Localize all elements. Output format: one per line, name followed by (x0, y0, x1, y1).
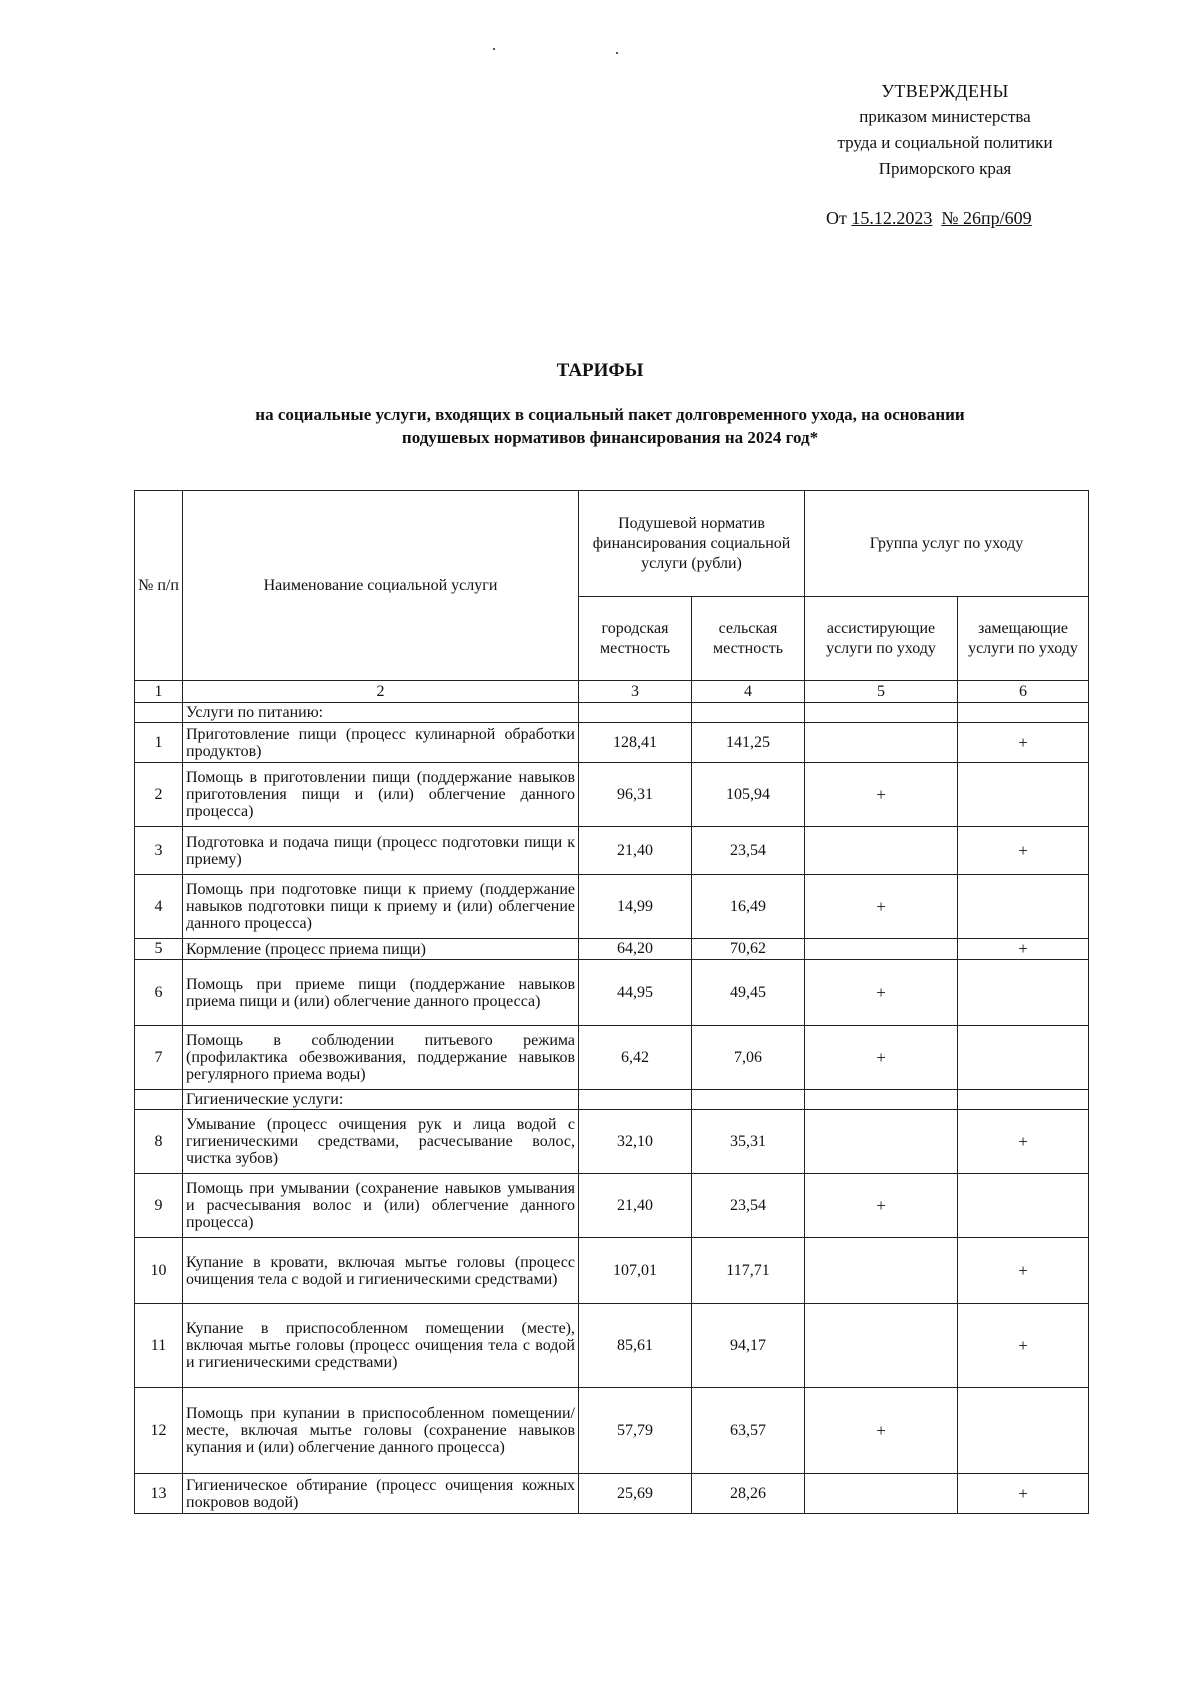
column-index: 1 (135, 681, 183, 703)
rural-norm: 23,54 (692, 827, 805, 875)
service-name: Гигиеническое обтирание (процесс очищения кожных покровов водой) (183, 1474, 579, 1514)
header-funding-norm: Подушевой норматив финансирования социальной услуги (рубли) (579, 491, 805, 597)
assisting-mark: + (805, 1388, 958, 1474)
urban-norm: 57,79 (579, 1388, 692, 1474)
service-name: Купание в приспособленном помещении (месте), включая мытье головы (процесс очищения тела с водой и гигиеническими средствами) (183, 1304, 579, 1388)
table-row (135, 1474, 1089, 1514)
column-index: 2 (183, 681, 579, 703)
section-row (135, 703, 1089, 723)
row-number: 7 (135, 1026, 183, 1090)
rural-norm: 63,57 (692, 1388, 805, 1474)
column-index: 4 (692, 681, 805, 703)
assisting-mark (805, 939, 958, 960)
row-number: 9 (135, 1174, 183, 1238)
replacing-mark: + (958, 1238, 1089, 1304)
assisting-mark: + (805, 875, 958, 939)
section-empty-cell (579, 1090, 692, 1110)
rural-norm: 94,17 (692, 1304, 805, 1388)
replacing-mark: + (958, 1110, 1089, 1174)
urban-norm: 21,40 (579, 1174, 692, 1238)
column-index: 6 (958, 681, 1089, 703)
section-empty-cell (958, 703, 1089, 723)
replacing-mark: + (958, 723, 1089, 763)
row-number: 13 (135, 1474, 183, 1514)
document-subtitle (160, 403, 1060, 449)
section-empty-cell (135, 1090, 183, 1110)
section-row (135, 1090, 1089, 1110)
replacing-mark: + (958, 939, 1089, 960)
subtitle-line: подушевых нормативов финансирования на 2024 год* (401, 428, 819, 447)
rural-norm: 7,06 (692, 1026, 805, 1090)
tariffs-table (134, 490, 1089, 1514)
replacing-mark (958, 875, 1089, 939)
urban-norm: 107,01 (579, 1238, 692, 1304)
table-row (135, 827, 1089, 875)
replacing-mark: + (958, 827, 1089, 875)
row-number: 8 (135, 1110, 183, 1174)
row-number: 6 (135, 960, 183, 1026)
replacing-mark (958, 763, 1089, 827)
rural-norm: 23,54 (692, 1174, 805, 1238)
approval-line: приказом министерства (859, 107, 1031, 126)
rural-norm: 16,49 (692, 875, 805, 939)
urban-norm: 85,61 (579, 1304, 692, 1388)
subtitle-line: на социальные услуги, входящих в социальный пакет долговременного ухода, на основании (255, 405, 965, 424)
replacing-mark (958, 1388, 1089, 1474)
assisting-mark: + (805, 1174, 958, 1238)
approval-block (780, 78, 1110, 182)
replacing-mark (958, 960, 1089, 1026)
order-reference (826, 208, 1032, 229)
replacing-mark: + (958, 1474, 1089, 1514)
table-row (135, 960, 1089, 1026)
service-name: Помощь в соблюдении питьевого режима (профилактика обезвоживания, поддержание навыков регулярного приема воды) (183, 1026, 579, 1090)
header-rural: сельская местность (692, 597, 805, 681)
section-empty-cell (692, 703, 805, 723)
header-urban: городская местность (579, 597, 692, 681)
service-name: Помощь при подготовке пищи к приему (поддержание навыков подготовки пищи к приему и (или) облегчение данного процесса) (183, 875, 579, 939)
assisting-mark (805, 1304, 958, 1388)
rural-norm: 35,31 (692, 1110, 805, 1174)
urban-norm: 21,40 (579, 827, 692, 875)
rural-norm: 141,25 (692, 723, 805, 763)
service-name: Помощь при приеме пищи (поддержание навыков приема пищи и (или) облегчение данного процесса) (183, 960, 579, 1026)
table-row (135, 1174, 1089, 1238)
row-number: 3 (135, 827, 183, 875)
row-number: 12 (135, 1388, 183, 1474)
service-name: Умывание (процесс очищения рук и лица водой с гигиеническими средствами, расчесывание волос, чистка зубов) (183, 1110, 579, 1174)
section-empty-cell (692, 1090, 805, 1110)
approval-line: Приморского края (878, 159, 1012, 178)
service-name: Приготовление пищи (процесс кулинарной обработки продуктов) (183, 723, 579, 763)
replacing-mark (958, 1174, 1089, 1238)
header-number: № п/п (135, 491, 183, 681)
header-care-group: Группа услуг по уходу (805, 491, 1089, 597)
section-empty-cell (579, 703, 692, 723)
replacing-mark (958, 1026, 1089, 1090)
scan-speck (616, 52, 618, 54)
assisting-mark (805, 827, 958, 875)
urban-norm: 14,99 (579, 875, 692, 939)
row-number: 11 (135, 1304, 183, 1388)
table-row (135, 1110, 1089, 1174)
table-row (135, 875, 1089, 939)
table-row (135, 723, 1089, 763)
section-empty-cell (135, 703, 183, 723)
urban-norm: 96,31 (579, 763, 692, 827)
rural-norm: 105,94 (692, 763, 805, 827)
order-prefix: От (826, 208, 847, 228)
service-name: Кормление (процесс приема пищи) (183, 939, 579, 960)
urban-norm: 128,41 (579, 723, 692, 763)
approval-line: труда и социальной политики (837, 133, 1053, 152)
section-empty-cell (958, 1090, 1089, 1110)
order-number: № 26пр/609 (941, 208, 1032, 228)
row-number: 10 (135, 1238, 183, 1304)
table-row (135, 1238, 1089, 1304)
rural-norm: 49,45 (692, 960, 805, 1026)
replacing-mark: + (958, 1304, 1089, 1388)
service-name: Помощь при купании в приспособленном помещении/месте, включая мытье головы (сохранение навыков купания и (или) облегчение данного процесса) (183, 1388, 579, 1474)
table-row (135, 763, 1089, 827)
table-row (135, 1026, 1089, 1090)
assisting-mark (805, 1110, 958, 1174)
order-date: 15.12.2023 (851, 208, 933, 228)
column-index: 5 (805, 681, 958, 703)
scan-speck (493, 48, 495, 50)
rural-norm: 28,26 (692, 1474, 805, 1514)
row-number: 1 (135, 723, 183, 763)
urban-norm: 44,95 (579, 960, 692, 1026)
section-empty-cell (805, 1090, 958, 1110)
service-name: Купание в кровати, включая мытье головы (процесс очищения тела с водой и гигиеническими средствами) (183, 1238, 579, 1304)
header-replacing: замещающие услуги по уходу (958, 597, 1089, 681)
assisting-mark (805, 723, 958, 763)
header-service-name: Наименование социальной услуги (183, 491, 579, 681)
column-index: 3 (579, 681, 692, 703)
service-name: Помощь в приготовлении пищи (поддержание навыков приготовления пищи и (или) облегчение данного процесса) (183, 763, 579, 827)
section-title: Гигиенические услуги: (183, 1090, 579, 1110)
section-empty-cell (805, 703, 958, 723)
table-row (135, 1388, 1089, 1474)
table-row (135, 1304, 1089, 1388)
urban-norm: 6,42 (579, 1026, 692, 1090)
assisting-mark: + (805, 1026, 958, 1090)
urban-norm: 25,69 (579, 1474, 692, 1514)
assisting-mark (805, 1474, 958, 1514)
header-assisting: ассистирующие услуги по уходу (805, 597, 958, 681)
assisting-mark: + (805, 763, 958, 827)
row-number: 4 (135, 875, 183, 939)
table-row (135, 939, 1089, 960)
service-name: Подготовка и подача пищи (процесс подготовки пищи к приему) (183, 827, 579, 875)
document-title: ТАРИФЫ (556, 360, 644, 381)
assisting-mark: + (805, 960, 958, 1026)
service-name: Помощь при умывании (сохранение навыков умывания и расчесывания волос и (или) облегчение данного процесса) (183, 1174, 579, 1238)
section-title: Услуги по питанию: (183, 703, 579, 723)
rural-norm: 70,62 (692, 939, 805, 960)
row-number: 5 (135, 939, 183, 960)
rural-norm: 117,71 (692, 1238, 805, 1304)
urban-norm: 64,20 (579, 939, 692, 960)
row-number: 2 (135, 763, 183, 827)
approved-heading: УТВЕРЖДЕНЫ (881, 81, 1009, 101)
assisting-mark (805, 1238, 958, 1304)
urban-norm: 32,10 (579, 1110, 692, 1174)
